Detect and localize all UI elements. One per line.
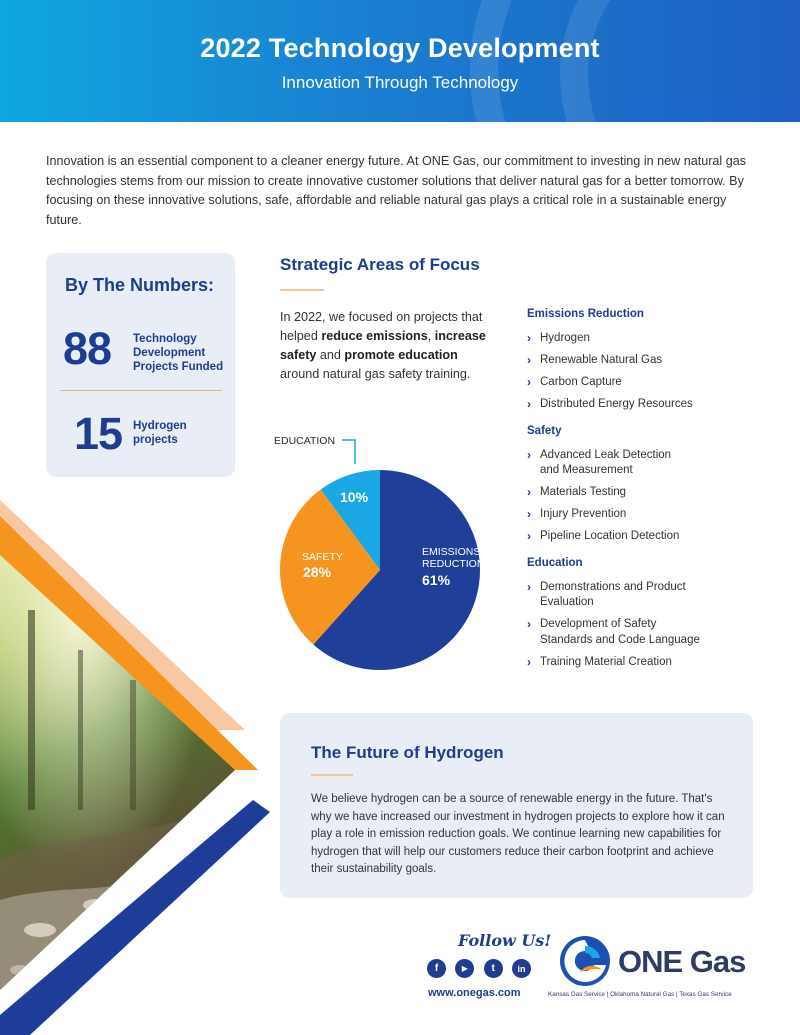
list-item: › Demonstrations and Product Evaluation <box>527 579 686 608</box>
header-banner <box>0 0 800 122</box>
stat-value-hydrogen: 15 <box>74 408 123 459</box>
numbers-divider <box>60 390 222 391</box>
list-item: › Pipeline Location Detection <box>527 529 680 543</box>
pie-label-safety: SAFETY <box>302 551 343 563</box>
focus-title: Strategic Areas of Focus <box>280 255 480 274</box>
intro-paragraph: Innovation is an essential component to a cleaner energy future. At ONE Gas, our commitment to investing in new natural gas technologies stems from our mission to create innovative customer solutions that deliver natural gas for a better tomorrow. By focusing on these innovative solutions, safe, affordable and reliable natural gas plays a critical role in a sustainable energy future. <box>46 154 747 227</box>
facebook-icon[interactable]: f <box>427 959 446 978</box>
future-title-rule <box>311 774 353 776</box>
pie-label-emissions: REDUCTION <box>422 558 485 570</box>
page-subtitle: Innovation Through Technology <box>281 73 519 92</box>
follow-us-label: Follow Us! <box>458 931 552 950</box>
list-item: › Carbon Capture <box>527 375 622 389</box>
category-title: Emissions Reduction <box>527 308 644 320</box>
one-gas-logo-icon <box>556 934 614 988</box>
chevron-right-icon: › <box>527 579 531 594</box>
page-title: 2022 Technology Development <box>200 33 600 63</box>
future-body: We believe hydrogen can be a source of renewable energy in the future. That's why we have increased our investment in hydrogen projects to explore how it can play a role in emission reduction goals. We continue learning new capabilities for hydrogen that will help our customers reduce their carbon footprint and achieve their sustainability goals. <box>311 793 725 875</box>
forest-photo-decoration <box>0 500 270 1035</box>
future-title: The Future of Hydrogen <box>311 743 504 762</box>
list-item: › Training Material Creation <box>527 654 672 669</box>
chevron-right-icon: › <box>527 529 531 543</box>
social-links <box>427 959 531 978</box>
focus-description: In 2022, we focused on projects that helped reduce emissions, increase safety and promote education around natural gas safety training. <box>280 310 486 381</box>
twitter-icon[interactable]: t <box>484 959 503 978</box>
list-item: › Distributed Energy Resources <box>527 397 693 411</box>
list-item: › Materials Testing <box>527 485 627 499</box>
list-item: › Advanced Leak Detection and Measurement <box>527 447 672 476</box>
pie-svg <box>270 430 510 675</box>
numbers-card <box>46 253 235 477</box>
chevron-right-icon: › <box>527 353 531 367</box>
focus-pie-chart <box>270 430 510 675</box>
pie-callout-education: EDUCATION <box>274 435 336 447</box>
category-title: Safety <box>527 424 562 437</box>
chevron-right-icon: › <box>527 654 531 669</box>
list-item: › Development of Safety Standards and Code Language <box>527 617 700 646</box>
logo-subsidiaries: Kansas Gas Service | Oklahoma Natural Gas | Texas Gas Service <box>548 991 732 998</box>
pie-callout-line <box>342 440 355 464</box>
category-education <box>527 557 767 671</box>
future-hydrogen-card <box>280 713 753 898</box>
linkedin-icon[interactable]: in <box>512 959 531 978</box>
chevron-right-icon: › <box>527 447 531 462</box>
pie-label-emissions: EMISSIONS <box>422 546 481 558</box>
category-emissions <box>527 308 767 413</box>
stat-label-hydrogen: Hydrogen projects <box>133 420 187 446</box>
chevron-right-icon: › <box>527 331 531 345</box>
list-item: › Renewable Natural Gas <box>527 353 663 367</box>
youtube-icon[interactable]: ▶ <box>455 959 474 978</box>
focus-categories <box>527 308 767 682</box>
numbers-title: By The Numbers: <box>65 275 215 295</box>
list-item: › Hydrogen <box>527 331 590 345</box>
chevron-right-icon: › <box>527 617 531 631</box>
stat-value-projects: 88 <box>63 323 112 374</box>
pie-value-safety: 28% <box>303 564 332 580</box>
website-link[interactable]: www.onegas.com <box>428 987 521 999</box>
chevron-right-icon: › <box>527 507 531 521</box>
stat-label-projects: Technology Development Projects Funded <box>133 333 224 373</box>
pie-value-emissions: 61% <box>422 572 451 588</box>
list-item: › Injury Prevention <box>527 507 627 521</box>
chevron-right-icon: › <box>527 485 531 499</box>
focus-title-rule <box>280 289 324 291</box>
category-safety <box>527 425 767 545</box>
category-title: Education <box>527 556 583 569</box>
pie-value-education: 10% <box>340 489 369 505</box>
logo-wordmark: ONE Gas <box>618 944 746 979</box>
chevron-right-icon: › <box>527 397 531 411</box>
chevron-right-icon: › <box>527 375 531 389</box>
